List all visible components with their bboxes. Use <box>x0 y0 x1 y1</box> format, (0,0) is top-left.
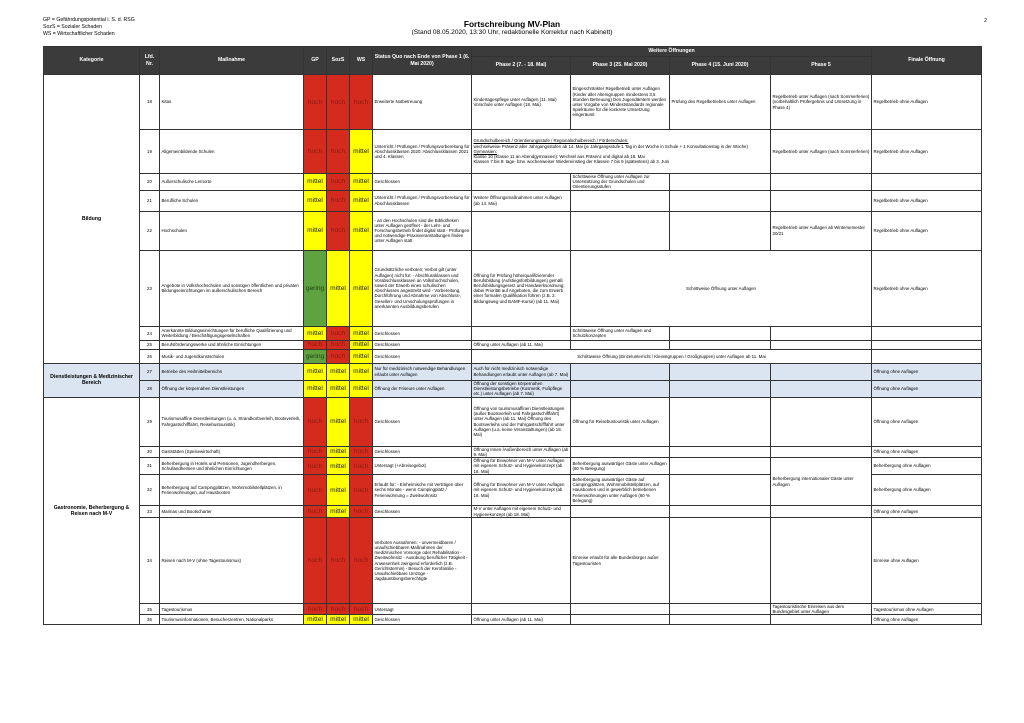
phase-4 <box>670 397 771 446</box>
table-row <box>44 397 982 446</box>
phase-2-4-schools <box>472 130 771 174</box>
row-number: 21 <box>140 190 160 211</box>
sozs-level: mittel <box>327 615 350 625</box>
final-opening: Einreise ohne Auflagen <box>872 518 982 604</box>
phase-2: Öffnung unter Auflagen (ab 11. Mai) <box>472 615 571 625</box>
phase-4 <box>670 190 771 211</box>
measure: Beherbergung auf Campingplätzen, Wohnmobilstellplätzen, in Ferienwohnungen, auf Hausbooten <box>160 475 304 506</box>
table-row <box>44 174 982 191</box>
phase-3: Öffnung für Reisebustouristik unter Auflagen <box>571 397 670 446</box>
phase-3 <box>571 380 670 397</box>
status-quo: Untersagt (+Abreisegebot) <box>373 458 472 475</box>
row-number: 30 <box>140 446 160 457</box>
final-opening: Regelbetrieb ohne Auflagen <box>872 211 982 250</box>
header-phase-3: Phase 3 (25. Mai 2020) <box>571 57 670 75</box>
status-quo: Untersagt <box>373 604 472 615</box>
row-number: 36 <box>140 615 160 625</box>
phase-4 <box>670 446 771 457</box>
phase-4 <box>670 615 771 625</box>
phase-5: Beherbergung internationaler Gäste unter Auflagen <box>771 458 872 506</box>
sozs-level: mittel <box>327 506 350 518</box>
gp-level: hoch <box>304 446 327 457</box>
phase-2 <box>472 604 571 615</box>
phase-3 <box>571 446 670 457</box>
gp-level: hoch <box>304 604 327 615</box>
table-row <box>44 340 982 349</box>
measure: Tagestourismus <box>160 604 304 615</box>
document-title: Fortschreibung MV-Plan <box>463 19 561 29</box>
phase-2: Öffnung für Einwohner von M-V unter Auflagen mit eigenem Schutz- und Hygienekonzept (ab 18. Mai) <box>472 458 571 475</box>
phase-3: Schrittweise Öffnung unter Auflagen zur Unterstützung der Grundschulen und Orientierungsstufen <box>571 174 670 191</box>
measure: Beherbergung in Hotels und Pensionen, Jugendherbergen, Schullandheimen und ähnlichen Einrichtungen <box>160 458 304 475</box>
ws-level: mittel <box>350 349 373 363</box>
phase-4 <box>670 174 771 191</box>
schools-heading-grundschule: Grundschulbereich / Orientierungsstufe / Regionalschulbereich / Förderschulen: <box>473 138 629 144</box>
row-number: 25 <box>140 340 160 349</box>
table-row <box>44 363 982 380</box>
header-massnahme: Maßnahme <box>160 47 304 75</box>
phase-4 <box>670 340 771 349</box>
sozs-level: hoch <box>327 75 350 130</box>
gp-level: gering <box>304 349 327 363</box>
measure: Gaststätten (Speisewirtschaft) <box>160 446 304 457</box>
sozs-level: hoch <box>327 130 350 174</box>
table-row <box>44 326 982 340</box>
status-quo: Öffnung der Friseure unter Auflagen <box>373 380 472 397</box>
legend-line: WS = Wirtschaftlicher Schaden <box>43 30 115 37</box>
sozs-level: hoch <box>327 340 350 349</box>
phase-2 <box>472 518 571 604</box>
phase-3 <box>571 506 670 518</box>
table-row <box>44 604 982 615</box>
legend-line: SozS = Sozialer Schaden <box>43 23 102 30</box>
phase-4 <box>670 518 771 604</box>
sozs-level: hoch <box>327 326 350 340</box>
header-sozs: SozS <box>327 47 350 75</box>
row-number: 24 <box>140 326 160 340</box>
status-quo: Nur für medizinisch notwendige Behandlungen erlaubt unter Auflagen <box>373 363 472 380</box>
sozs-level: mittel <box>327 397 350 446</box>
row-number: 26 <box>140 349 160 363</box>
phase-5 <box>771 340 872 349</box>
gp-level: hoch <box>304 397 327 446</box>
row-number: 18 <box>140 75 160 130</box>
phase-4 <box>670 363 771 380</box>
phase-5 <box>771 363 872 380</box>
phase-3 <box>571 211 670 250</box>
measure: Hochschulen <box>160 211 304 250</box>
table-row <box>44 458 982 475</box>
status-quo: Unterricht / Prüfungen / Prüfungsvorbereitung für Abschlussklassen 2020, Abschlussklassen 2021 und 4. Klassen <box>373 130 472 174</box>
table-row <box>44 250 982 326</box>
status-quo: Geschlossen <box>373 174 472 191</box>
row-number: 20 <box>140 174 160 191</box>
table-row <box>44 380 982 397</box>
ws-level: hoch <box>350 604 373 615</box>
category-bildung: Bildung <box>44 75 140 364</box>
schools-text: Klasse 10 (Klasse 11 an Abendgymnasien): Wechsel aus Präsenz und digital ab 18. Mai <box>473 154 645 160</box>
ws-level: mittel <box>350 211 373 250</box>
phase-4: Prüfung des Regelbetriebes unter Auflagen <box>670 75 771 130</box>
gp-level: mittel <box>304 174 327 191</box>
sozs-level: mittel <box>327 458 350 475</box>
gp-level: hoch <box>304 340 327 349</box>
phase-2: Auch für nicht medizinisch notwendige Behandlungen erlaubt unter Auflagen (ab 7. Mai) <box>472 363 571 380</box>
gp-level: mittel <box>304 363 327 380</box>
phase-4 <box>670 506 771 518</box>
row-number: 29 <box>140 397 160 446</box>
gp-level: hoch <box>304 518 327 604</box>
sozs-level: mittel <box>327 363 350 380</box>
phase-2: Kindertagespflege unter Auflagen (11. Mai) Vorschule unter Auflagen (18. Mai) <box>472 75 571 130</box>
table-row <box>44 506 982 518</box>
measure: Berufliche Schulen <box>160 190 304 211</box>
sozs-level: hoch <box>327 174 350 191</box>
phase-3 <box>571 604 670 615</box>
gp-level: hoch <box>304 458 327 475</box>
phase-2-5: Schrittweise Öffnung (Einzelunterricht / Kleinstgruppen / Großgruppen) unter Auflagen ab 11. Mai <box>472 349 872 363</box>
measure: Musik- und Jugendkunstschulen <box>160 349 304 363</box>
phase-5: Regelbetrieb unter Auflagen ab Wintersemester 20/21 <box>771 211 872 250</box>
phase-5 <box>771 506 872 518</box>
final-opening: Öffnung ohne Auflagen <box>872 363 982 380</box>
phase-3: Eingeschränkter Regelbetrieb unter Auflagen (Kinder aller Altersgruppen mindestens 3,5 Stunden Betreuung) Den Jugendämtern werden unter Vorgabe von Mindeststandards regionale Spielräume für die konkrete Umsetzung eingeräumt <box>571 75 670 130</box>
category-gastronomie: Gastronomie, Beherbergung & Reisen nach M-V <box>44 397 140 625</box>
phase-5: Tagestouristische Einreisen aus dem Bundesgebiet unter Auflagen <box>771 604 872 615</box>
ws-level: mittel <box>350 326 373 340</box>
sozs-level: mittel <box>327 380 350 397</box>
header-ws: WS <box>350 47 373 75</box>
phase-4 <box>670 475 771 506</box>
category-dienstleistungen: Dienstleistungen & Medizinischer Bereich <box>44 363 140 397</box>
phase-2: M-V unter Auflagen mit eigenem Schutz- und Hygienekonzept (ab 18. Mai) <box>472 506 571 518</box>
phase-4 <box>670 604 771 615</box>
phase-2: Öffnung der sonstigen körpernahen Dienstleistungsbetriebe (Kosmetik, Fußpflege etc.) unter Auflagen (ab 7. Mai) <box>472 380 571 397</box>
table-row <box>44 75 982 130</box>
row-number: 22 <box>140 211 160 250</box>
final-opening: Öffnung ohne Auflagen <box>872 380 982 397</box>
measure: Marinas und Bootscharter <box>160 506 304 518</box>
phase-2: Weitere Öffnungsmaßnahmen unter Auflagen (ab 14. Mai) <box>472 190 571 211</box>
ws-level: mittel <box>350 190 373 211</box>
phase-2 <box>472 174 571 191</box>
measure: Allgemeinbildende Schulen <box>160 130 304 174</box>
header-nr: Lfd. Nr. <box>140 47 160 75</box>
gp-level: hoch <box>304 130 327 174</box>
sozs-level: hoch <box>327 211 350 250</box>
final-opening: Tagestourismus ohne Auflagen <box>872 604 982 615</box>
phase-5 <box>771 174 872 191</box>
header-phase-5: Phase 5 <box>771 57 872 75</box>
ws-level: mittel <box>350 250 373 326</box>
gp-level: hoch <box>304 506 327 518</box>
measure: Angebote in Volkshochschulen und sonstigen öffentlichen und privaten Bildungseinrichtungen im außerschulischen Bereich <box>160 250 304 326</box>
ws-level: mittel <box>350 380 373 397</box>
phase-4 <box>670 380 771 397</box>
status-quo: Unterricht / Prüfungen / Prüfungsvorbereitung für Abschlussklassen <box>373 190 472 211</box>
gp-level: mittel <box>304 380 327 397</box>
phase-3: Einreise erlaubt für alle Bundesbürger außer Tagestouristen <box>571 518 670 604</box>
status-quo: Geschlossen <box>373 446 472 457</box>
schools-text: Klassen 7 bis 9: tage- bzw. wochenweiser Wiedereinstieg der Klassen 7 bis 9 (spätestens) ab 3. Juni <box>473 159 670 165</box>
ws-level: mittel <box>350 615 373 625</box>
table-row <box>44 349 982 363</box>
measure: Außerschulische Lernorte <box>160 174 304 191</box>
status-quo: Geschlossen <box>373 326 472 340</box>
phase-4 <box>670 326 771 340</box>
ws-level: hoch <box>350 458 373 475</box>
phase-4 <box>670 211 771 250</box>
phase-2: Öffnung unter Auflagen (ab 11. Mai) <box>472 340 571 349</box>
status-quo: Erlaubt für: - Einheimische mit Verträgen über sechs Monate - wenn Campingplatz / Ferienwohnung = Zweitwohnsitz <box>373 475 472 506</box>
phase-5: Regelbetrieb unter Auflagen (nach Sommerferien) <box>771 130 872 174</box>
document-title-block <box>0 19 1024 37</box>
final-opening: Beherbergung ohne Auflagen <box>872 458 982 475</box>
ws-level: hoch <box>350 518 373 604</box>
status-quo: Geschlossen <box>373 615 472 625</box>
measure: Tourismusinformationen, Besucherzentren, Nationalparks <box>160 615 304 625</box>
ws-level: hoch <box>350 475 373 506</box>
final-opening: Beherbergung ohne Auflagen <box>872 475 982 506</box>
sozs-level: hoch <box>327 349 350 363</box>
phase-3 <box>571 190 670 211</box>
gp-level: mittel <box>304 211 327 250</box>
measure: Kitas <box>160 75 304 130</box>
final-opening: Regelbetrieb ohne Auflagen <box>872 75 982 130</box>
measure: Öffnung der körpernahen Dienstleistungen <box>160 380 304 397</box>
final-opening <box>872 349 982 363</box>
phase-5 <box>771 190 872 211</box>
mv-plan-table <box>43 46 982 625</box>
header-phase-4: Phase 4 (15. Juni 2020) <box>670 57 771 75</box>
final-opening: Regelbetrieb ohne Auflagen <box>872 190 982 211</box>
header-status-quo: Status Quo nach Ende von Phase 1 (6. Mai 2020) <box>373 47 472 75</box>
ws-level: mittel <box>350 130 373 174</box>
header-weitere-oeffnungen: Weitere Öffnungen <box>472 47 872 57</box>
ws-level: hoch <box>350 446 373 457</box>
measure: Betriebe des Heilmittelbereichs <box>160 363 304 380</box>
phase-5 <box>771 326 872 340</box>
header-gp: GP <box>304 47 327 75</box>
phase-2: Öffnung für Einwohner von M-V unter Auflagen mit eigenem Schutz- und Hygienekonzept (ab 18. Mai) <box>472 475 571 506</box>
sozs-level: mittel <box>327 250 350 326</box>
status-quo: Erweiterte Notbetreuung <box>373 75 472 130</box>
phase-2 <box>472 326 571 340</box>
table-row <box>44 190 982 211</box>
gp-level: mittel <box>304 326 327 340</box>
final-opening: Öffnung ohne Auflagen <box>872 506 982 518</box>
measure: Reisen nach M-V (ohne Tagestourismus) <box>160 518 304 604</box>
ws-level: mittel <box>350 174 373 191</box>
row-number: 33 <box>140 506 160 518</box>
measure: Berufsförderungswerke und ähnliche Einrichtungen <box>160 340 304 349</box>
phase-3 <box>571 340 670 349</box>
final-opening <box>872 340 982 349</box>
phase-3: Schrittweise Öffnung unter Auflagen und Schutzkonzepten <box>571 326 670 340</box>
final-opening: Öffnung ohne Auflagen <box>872 446 982 457</box>
row-number: 34 <box>140 518 160 604</box>
phase-2: Öffnung für Prüfung höherqualifizierender Berufsbildung (Aufstiegsfortbildungen) gemäß Berufsbildungsgesetz und Handwerksordnung; dabei Priorität auf Angeboten, die zum Erwerb einer formalen Qualifikation führen (z.B. 2. Bildungsweg und BAMF-Kurse) (ab 11. Mai) <box>472 250 571 326</box>
document-subtitle: (Stand 08.05.2020, 13:30 Uhr, redaktionelle Korrektur nach Kabinett) <box>411 29 613 36</box>
table-row <box>44 130 982 174</box>
phase-5 <box>771 446 872 457</box>
final-opening: Öffnung ohne Auflagen <box>872 397 982 446</box>
row-number: 19 <box>140 130 160 174</box>
status-quo: - an den Hochschulen sind die Bibliotheken unter Auflagen geöffnet - der Lehr- und Forschungsbetrieb findet digital statt - Prüfungen und notwendige Praxisveranstaltungen finden unter Auflagen statt <box>373 211 472 250</box>
phase-2: Öffnung von tourismusaffinen Dienstleistungen (außer Bootsverleih und Fahrgastschifffahrt) unter Auflagen (ab 11. Mai) Öffnung des Bootsverleihs und der Fahrgastschifffahrt unter Auflagen (u.a. keine Veranstaltungen) (ab 18. Mai) <box>472 397 571 446</box>
row-number: 35 <box>140 604 160 615</box>
status-quo: Verboten Ausnahmen: - unvermeidbaren / unaufschiebbaren Maßnahmen der medizinischen Vorsorge oder Rehabilitation - Zweitwohnsitz - Ausübung beruflicher Tätigkeit - Anwesenheit zwingend erforderlich (z.B. Gerichtstermin) - Besuch der Kernfamilie - Unaufschiebbare Umzüge - Jagdausübungsberechtigte <box>373 518 472 604</box>
status-quo: Geschlossen <box>373 397 472 446</box>
phase-3 <box>571 363 670 380</box>
phase-5 <box>771 397 872 446</box>
schools-text: wechselweise Präsenz aller Jahrgangsstufen ab 14. Mai (je Jahrgangsstufe 1 Tag in der Woche in Schule + 1 Konsultationstag in der Woche) <box>473 143 748 149</box>
legend-line: GP = Gefährdungspotential i. S. d. RSG <box>43 17 135 23</box>
phase-5 <box>771 615 872 625</box>
sozs-level: mittel <box>327 446 350 457</box>
header-finale-oeffnung: Finale Öffnung <box>872 47 982 75</box>
gp-level: mittel <box>304 190 327 211</box>
schools-heading-gymnasien: Gymnasien: <box>473 148 497 154</box>
sozs-level: hoch <box>327 518 350 604</box>
phase-5 <box>771 518 872 604</box>
row-number: 27 <box>140 363 160 380</box>
phase-2: Öffnung Innen-/Außenbereich unter Auflagen (ab 9. Mai) <box>472 446 571 457</box>
row-number: 31 <box>140 458 160 475</box>
sozs-level: mittel <box>327 475 350 506</box>
final-opening: Öffnung ohne Auflagen <box>872 615 982 625</box>
final-opening: Regelbetrieb ohne Auflagen <box>872 130 982 174</box>
gp-level: hoch <box>304 475 327 506</box>
sozs-level: hoch <box>327 190 350 211</box>
status-quo: Geschlossen <box>373 340 472 349</box>
table-row <box>44 615 982 625</box>
status-quo: Geschlossen <box>373 506 472 518</box>
final-opening <box>872 174 982 191</box>
phase-3 <box>571 615 670 625</box>
ws-level: mittel <box>350 363 373 380</box>
table-row <box>44 211 982 250</box>
status-quo: Geschlossen <box>373 349 472 363</box>
page-number: 2 <box>984 18 987 24</box>
measure: Tourismusaffine Dienstleistungen (u. a. Strandkorbverleih, Bootsverleih, Fahrgastschifffahrt, Reisebustouristik) <box>160 397 304 446</box>
row-number: 28 <box>140 380 160 397</box>
ws-level: mittel <box>350 340 373 349</box>
gp-level: gering <box>304 250 327 326</box>
sozs-level: hoch <box>327 604 350 615</box>
header-phase-2: Phase 2 (7. - 18. Mai) <box>472 57 571 75</box>
final-opening <box>872 326 982 340</box>
table-row <box>44 518 982 604</box>
phase-5 <box>771 380 872 397</box>
measure: Anerkannte Bildungseinrichtungen für berufliche Qualifizierung und Weiterbildung / Beschäftigungsgesellschaften <box>160 326 304 340</box>
phase-5: Regelbetrieb unter Auflagen (nach Sommerferien) (vorbehaltlich Prüfergebnis und Umsetzung in Phase 4) <box>771 75 872 130</box>
phase-3: Beherbergung auswärtiger Gäste auf Campingplätzen, Wohnmobilstellplätzen, auf Hausbooten und in gewerblich betriebenen Ferienwohnungen unter Auflagen (60 % Belegung) <box>571 475 670 506</box>
phase-4 <box>670 458 771 475</box>
row-number: 32 <box>140 475 160 506</box>
row-number: 23 <box>140 250 160 326</box>
ws-level: hoch <box>350 506 373 518</box>
gp-level: mittel <box>304 615 327 625</box>
ws-level: hoch <box>350 397 373 446</box>
table-row <box>44 446 982 457</box>
ws-level: hoch <box>350 75 373 130</box>
header-kategorie: Kategorie <box>44 47 140 75</box>
phase-2 <box>472 211 571 250</box>
phase-3-5: Schrittweise Öffnung unter Auflagen <box>571 250 872 326</box>
phase-3: Beherbergung auswärtiger Gäste unter Auflagen (60 % Belegung) <box>571 458 670 475</box>
gp-level: hoch <box>304 75 327 130</box>
status-quo: Grundsätzliche verboten; Verbot gilt (unter Auflagen) nicht für: - Abschlussklassen und Vorabschlussklassen an Volkshochschulen, soweit der Erwerb eines schulischen Abschlusses angestrebt wird - Vorbereitung, Durchführung und Abnahme von Abschluss-, Gesellen- und Umschulungsprüfungen in anerkannten Ausbildungsberufen <box>373 250 472 326</box>
final-opening: Regelbetrieb ohne Auflagen <box>872 250 982 326</box>
